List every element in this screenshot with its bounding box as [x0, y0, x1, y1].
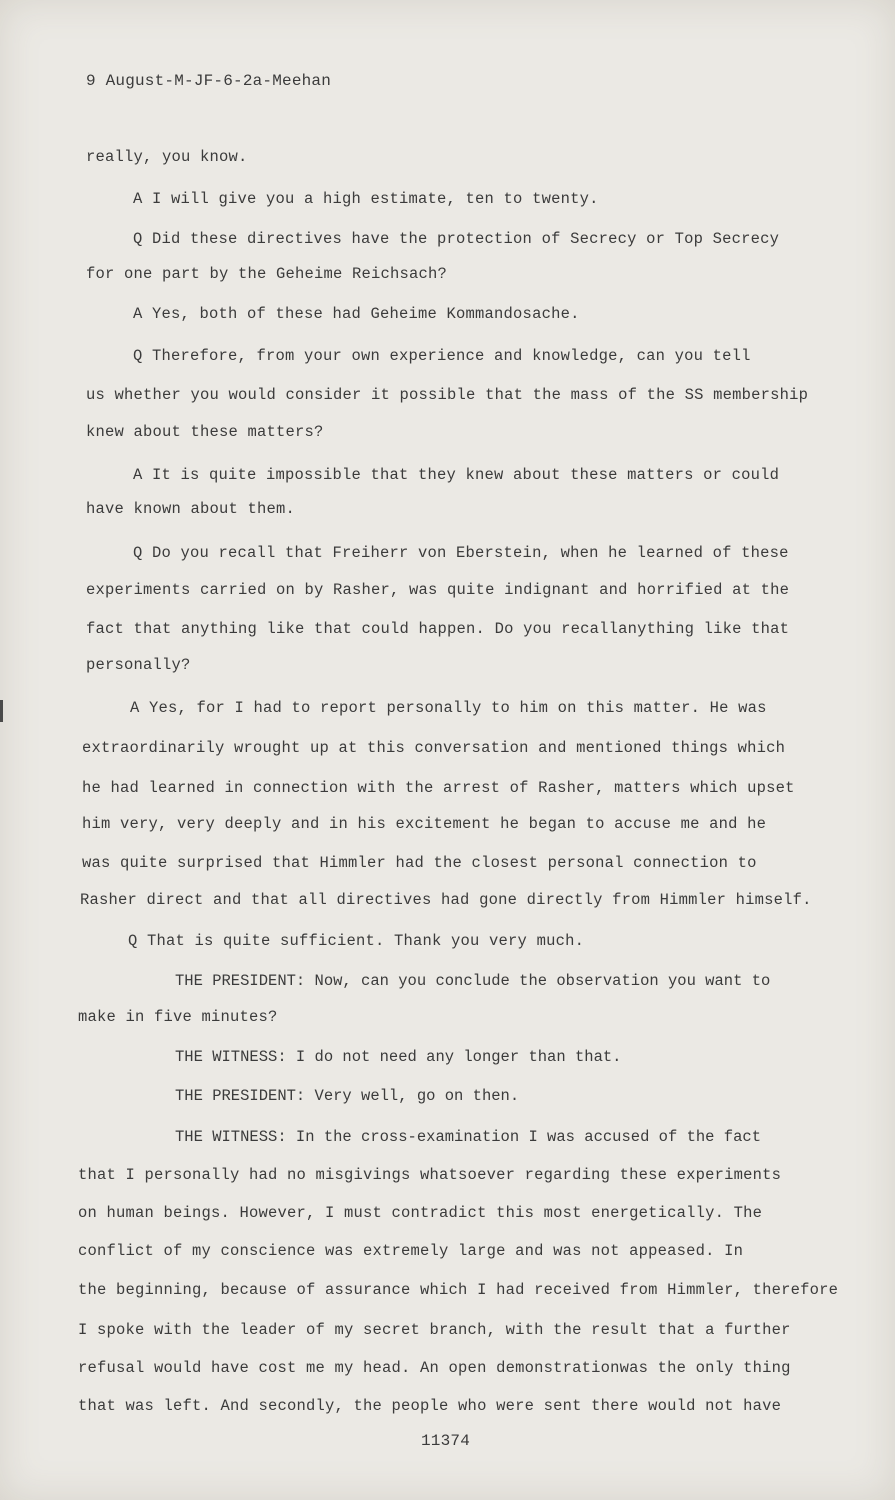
text-line: THE WITNESS: I do not need any longer than that.	[175, 1048, 622, 1066]
document-header: 9 August-M-JF-6-2a-Meehan	[86, 72, 332, 90]
text-line: THE PRESIDENT: Now, can you conclude the observation you want to	[175, 972, 771, 990]
text-line: fact that anything like that could happen. Do you recallanything like that	[86, 620, 790, 638]
text-line: personally?	[86, 656, 191, 674]
text-line: knew about these matters?	[86, 423, 324, 441]
text-line: he had learned in connection with the arrest of Rasher, matters which upset	[82, 779, 795, 797]
text-line: refusal would have cost me my head. An open demonstrationwas the only thing	[78, 1359, 791, 1377]
text-line: Rasher direct and that all directives had gone directly from Himmler himself.	[80, 891, 812, 909]
text-line: Q Do you recall that Freiherr von Eberstein, when he learned of these	[133, 544, 789, 562]
text-line: have known about them.	[86, 500, 296, 518]
text-line: A Yes, for I had to report personally to him on this matter. He was	[130, 699, 767, 717]
margin-mark	[0, 700, 3, 722]
text-line: Q Therefore, from your own experience and knowledge, can you tell	[133, 347, 751, 365]
text-line: was quite surprised that Himmler had the closest personal connection to	[82, 854, 757, 872]
text-line: A I will give you a high estimate, ten to twenty.	[133, 190, 599, 208]
text-line: A It is quite impossible that they knew about these matters or could	[133, 466, 780, 484]
text-line: the beginning, because of assurance which I had received from Himmler, therefore	[78, 1281, 839, 1299]
text-line: really, you know.	[86, 148, 248, 166]
text-line: experiments carried on by Rasher, was quite indignant and horrified at the	[86, 581, 790, 599]
text-line: THE WITNESS: In the cross-examination I was accused of the fact	[175, 1128, 761, 1146]
text-line: extraordinarily wrought up at this conversation and mentioned things which	[82, 739, 786, 757]
text-line: Q Did these directives have the protection of Secrecy or Top Secrecy	[133, 230, 780, 248]
text-line: make in five minutes?	[78, 1008, 278, 1026]
text-line: A Yes, both of these had Geheime Kommandosache.	[133, 305, 580, 323]
text-line: him very, very deeply and in his excitement he began to accuse me and he	[82, 815, 767, 833]
text-line: Q That is quite sufficient. Thank you very much.	[128, 932, 585, 950]
text-line: on human beings. However, I must contradict this most energetically. The	[78, 1204, 763, 1222]
text-line: that was left. And secondly, the people who were sent there would not have	[78, 1397, 782, 1415]
text-line: for one part by the Geheime Reichsach?	[86, 265, 448, 283]
text-line: THE PRESIDENT: Very well, go on then.	[175, 1087, 520, 1105]
text-line: that I personally had no misgivings whatsoever regarding these experiments	[78, 1166, 782, 1184]
page-number: 11374	[421, 1432, 471, 1450]
text-line: us whether you would consider it possible that the mass of the SS membership	[86, 386, 809, 404]
text-line: conflict of my conscience was extremely large and was not appeased. In	[78, 1242, 744, 1260]
text-line: I spoke with the leader of my secret branch, with the result that a further	[78, 1321, 791, 1339]
